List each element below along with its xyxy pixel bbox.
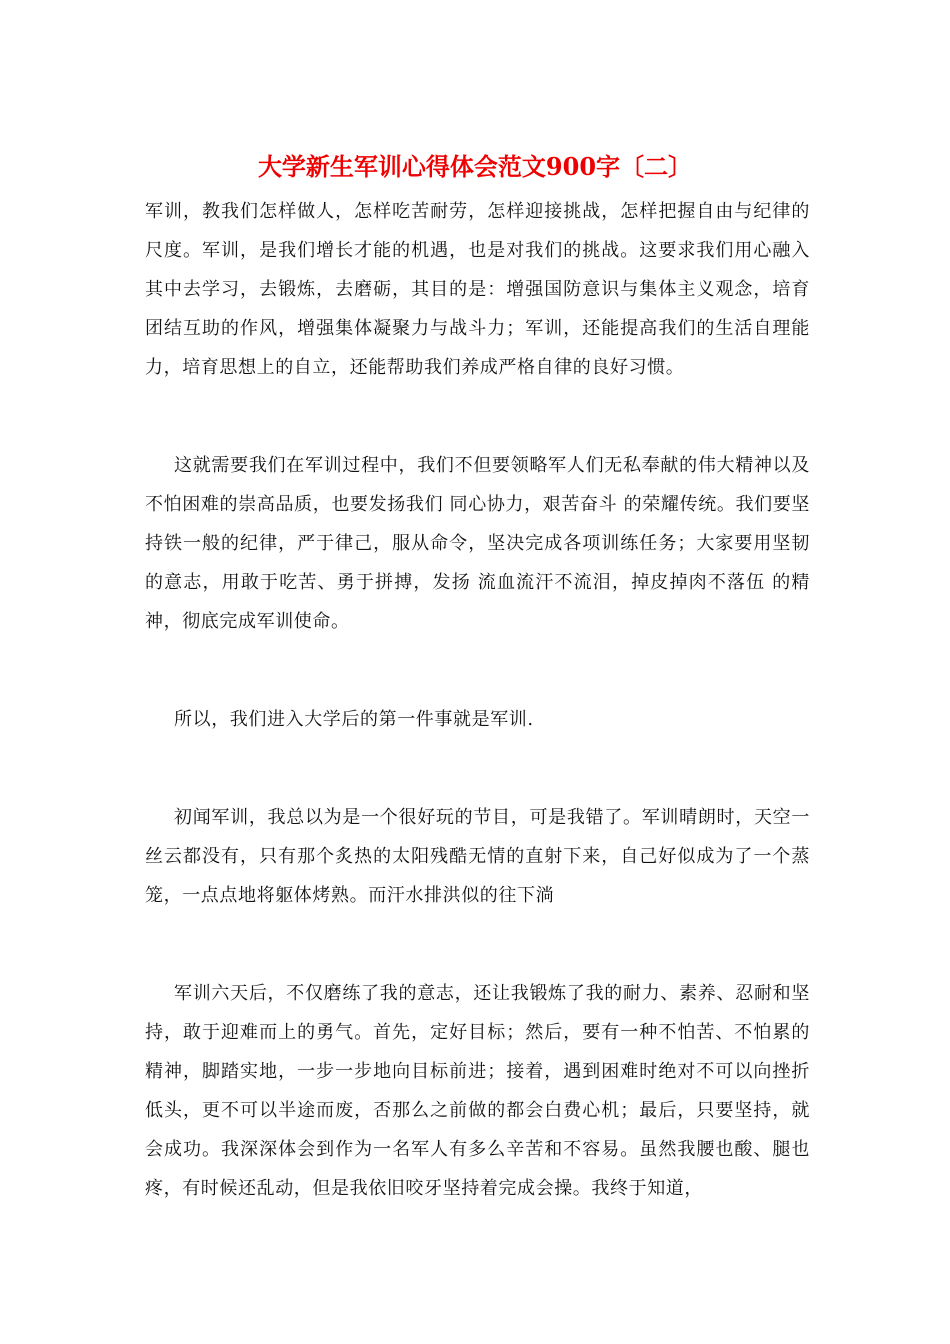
paragraph-5: 军训六天后，不仅磨练了我的意志，还让我锻炼了我的耐力、素养、忍耐和坚持，敢于迎难而上的勇气。首先，定好目标；然后，要有一种不怕苦、不怕累的精神，脚踏实地，一步一步地向目标前进；接着，遇到困难时绝对不可以向挫折低头，更不可以半途而废，否那么之前做的都会白费心机；最后，只要坚持，就会成功。我深深体会到作为一名军人有多么辛苦和不容易。虽然我腰也酸、腿也疼，有时候还乱动，但是我依旧咬牙坚持着完成会操。我终于知道，	[145, 983, 810, 1199]
paragraph-4: 初闻军训，我总以为是一个很好玩的节目，可是我错了。军训晴朗时，天空一丝云都没有，只有那个炙热的太阳残酷无情的直射下来，自己好似成为了一个蒸笼，一点点地将躯体烤熟。而汗水排洪似的往下淌	[145, 807, 810, 906]
paragraph-2: 这就需要我们在军训过程中，我们不但要领略军人们无私奉献的伟大精神以及不怕困难的崇高品质，也要发扬我们 同心协力，艰苦奋斗 的荣耀传统。我们要坚持铁一般的纪律，严于律己，服从命令，坚决完成各项训练任务；大家要用坚韧的意志，用敢于吃苦、勇于拼搏，发扬 流血流汗不流泪，掉皮掉肉不落伍 的精神，彻底完成军训使命。	[145, 455, 810, 632]
document-title: 大学新生军训心得体会范文900字〔二〕	[257, 152, 693, 181]
paragraph-3: 所以，我们进入大学后的第一件事就是军训.	[174, 709, 534, 730]
paragraph-1: 军训，教我们怎样做人，怎样吃苦耐劳，怎样迎接挑战，怎样把握自由与纪律的尺度。军训，是我们增长才能的机遇，也是对我们的挑战。这要求我们用心融入其中去学习，去锻炼，去磨砺，其目的是：增强国防意识与集体主义观念，培育团结互助的作风，增强集体凝聚力与战斗力；军训，还能提高我们的生活自理能力，培育思想上的自立，还能帮助我们养成严格自律的良好习惯。	[145, 201, 810, 378]
